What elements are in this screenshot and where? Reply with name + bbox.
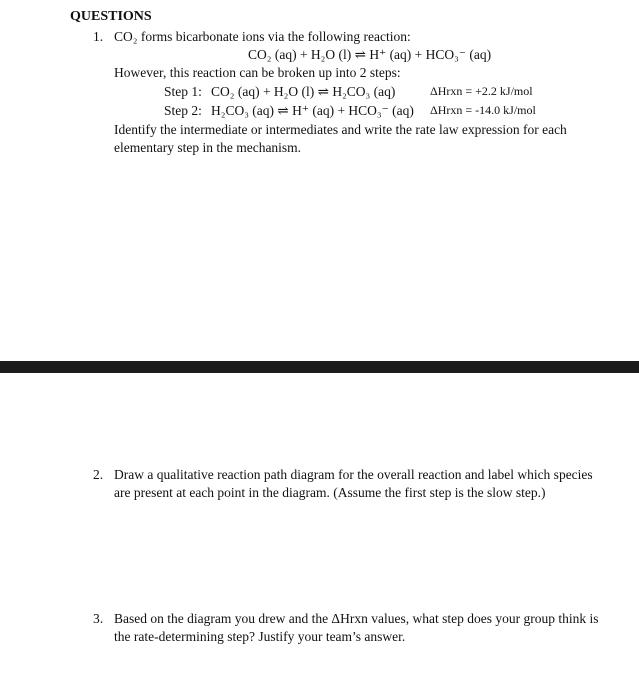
question-3-line-1: Based on the diagram you drew and the ΔHrxn values, what step does your group think is bbox=[114, 611, 599, 626]
question-2-line-2: are present at each point in the diagram. (Assume the first step is the slow step.) bbox=[114, 485, 546, 500]
question-1-number: 1. bbox=[93, 29, 104, 44]
question-1-line-1: CO₂ forms bicarbonate ions via the following reaction: bbox=[114, 29, 411, 44]
question-1-line-3: Identify the intermediate or intermediates and write the rate law expression for each bbox=[114, 122, 567, 137]
step-1-reaction: CO₂ (aq) + H₂O (l) ⇌ H₂CO₃ (aq) bbox=[211, 84, 396, 99]
step-2-label: Step 2: bbox=[164, 103, 202, 118]
section-heading: QUESTIONS bbox=[70, 9, 152, 24]
question-1-line-2: However, this reaction can be broken up into 2 steps: bbox=[114, 65, 401, 80]
step-2-reaction: H₂CO₃ (aq) ⇌ H⁺ (aq) + HCO₃⁻ (aq) bbox=[211, 103, 414, 118]
step-1-enthalpy: ΔHrxn = +2.2 kJ/mol bbox=[430, 84, 533, 98]
question-1-line-4: elementary step in the mechanism. bbox=[114, 140, 302, 155]
question-3-number: 3. bbox=[93, 611, 104, 626]
step-1-label: Step 1: bbox=[164, 84, 202, 99]
question-2-number: 2. bbox=[93, 467, 104, 482]
step-2-enthalpy: ΔHrxn = -14.0 kJ/mol bbox=[430, 103, 536, 117]
question-2-line-1: Draw a qualitative reaction path diagram for the overall reaction and label which species bbox=[114, 467, 593, 482]
overall-reaction: CO₂ (aq) + H₂O (l) ⇌ H⁺ (aq) + HCO₃⁻ (aq) bbox=[248, 47, 492, 62]
question-3-line-2: the rate-determining step? Justify your team’s answer. bbox=[114, 629, 406, 644]
section-divider bbox=[0, 361, 639, 373]
